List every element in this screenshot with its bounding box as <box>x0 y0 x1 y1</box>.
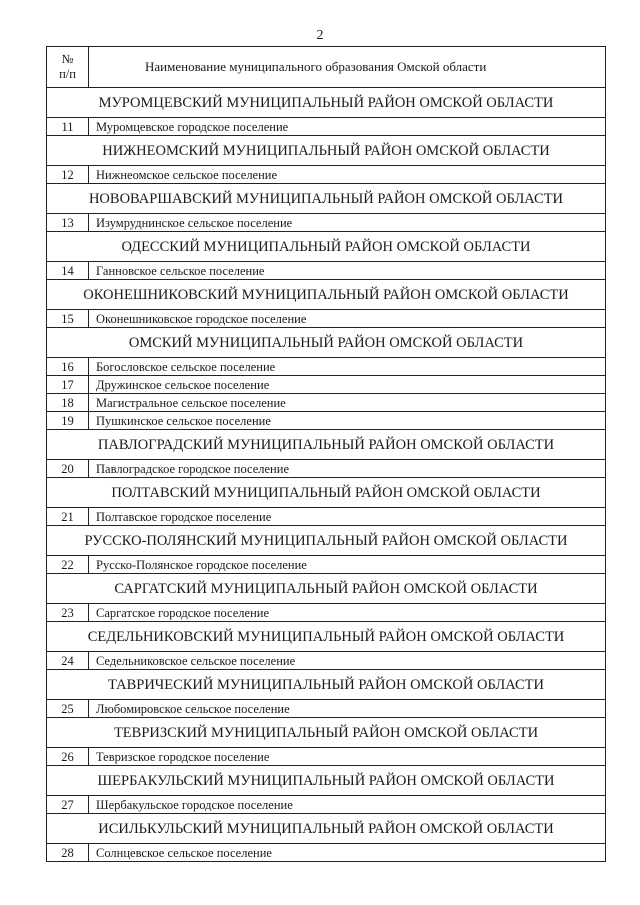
settlement-row <box>47 844 606 862</box>
row-number: 14 <box>47 262 89 280</box>
row-number: 24 <box>47 652 89 670</box>
settlement-name: Ганновское сельское поселение <box>89 262 606 280</box>
district-row <box>47 328 606 358</box>
district-row <box>47 766 606 796</box>
settlement-row <box>47 310 606 328</box>
district-name: ПАВЛОГРАДСКИЙ МУНИЦИПАЛЬНЫЙ РАЙОН ОМСКОЙ ОБЛАСТИ <box>47 430 606 460</box>
district-name: ОДЕССКИЙ МУНИЦИПАЛЬНЫЙ РАЙОН ОМСКОЙ ОБЛАСТИ <box>47 232 606 262</box>
settlement-name: Седельниковское сельское поселение <box>89 652 606 670</box>
district-name: ОКОНЕШНИКОВСКИЙ МУНИЦИПАЛЬНЫЙ РАЙОН ОМСКОЙ ОБЛАСТИ <box>47 280 606 310</box>
row-number: 22 <box>47 556 89 574</box>
row-number: 28 <box>47 844 89 862</box>
district-row <box>47 430 606 460</box>
settlement-row <box>47 700 606 718</box>
settlement-name: Полтавское городское поселение <box>89 508 606 526</box>
header-number-abbrev: п/п <box>59 67 76 81</box>
settlement-row <box>47 214 606 232</box>
district-name: ШЕРБАКУЛЬСКИЙ МУНИЦИПАЛЬНЫЙ РАЙОН ОМСКОЙ ОБЛАСТИ <box>47 766 606 796</box>
district-name: ИСИЛЬКУЛЬСКИЙ МУНИЦИПАЛЬНЫЙ РАЙОН ОМСКОЙ ОБЛАСТИ <box>47 814 606 844</box>
row-number: 13 <box>47 214 89 232</box>
settlement-name: Пушкинское сельское поселение <box>89 412 606 430</box>
row-number: 19 <box>47 412 89 430</box>
settlement-name: Солнцевское сельское поселение <box>89 844 606 862</box>
settlement-name: Русско-Полянское городское поселение <box>89 556 606 574</box>
district-row <box>47 718 606 748</box>
district-name: СЕДЕЛЬНИКОВСКИЙ МУНИЦИПАЛЬНЫЙ РАЙОН ОМСКОЙ ОБЛАСТИ <box>47 622 606 652</box>
settlement-row <box>47 604 606 622</box>
district-row <box>47 184 606 214</box>
settlement-name: Дружинское сельское поселение <box>89 376 606 394</box>
district-row <box>47 574 606 604</box>
district-row <box>47 88 606 118</box>
settlement-row <box>47 166 606 184</box>
row-number: 26 <box>47 748 89 766</box>
header-number-symbol: № <box>61 52 74 66</box>
settlement-name: Муромцевское городское поселение <box>89 118 606 136</box>
row-number: 11 <box>47 118 89 136</box>
settlement-name: Любомировское сельское поселение <box>89 700 606 718</box>
district-row <box>47 232 606 262</box>
header-number-cell <box>47 47 89 88</box>
district-row <box>47 670 606 700</box>
district-row <box>47 526 606 556</box>
settlement-name: Шербакульское городское поселение <box>89 796 606 814</box>
row-number: 25 <box>47 700 89 718</box>
settlement-row <box>47 118 606 136</box>
settlement-row <box>47 412 606 430</box>
district-row <box>47 622 606 652</box>
settlement-row <box>47 652 606 670</box>
table-body <box>47 47 606 862</box>
page-number: 2 <box>316 28 324 43</box>
district-name: МУРОМЦЕВСКИЙ МУНИЦИПАЛЬНЫЙ РАЙОН ОМСКОЙ ОБЛАСТИ <box>47 88 606 118</box>
row-number: 15 <box>47 310 89 328</box>
row-number: 16 <box>47 358 89 376</box>
row-number: 21 <box>47 508 89 526</box>
district-row <box>47 478 606 508</box>
district-name: САРГАТСКИЙ МУНИЦИПАЛЬНЫЙ РАЙОН ОМСКОЙ ОБЛАСТИ <box>47 574 606 604</box>
district-name: ТЕВРИЗСКИЙ МУНИЦИПАЛЬНЫЙ РАЙОН ОМСКОЙ ОБЛАСТИ <box>47 718 606 748</box>
settlement-name: Изумруднинское сельское поселение <box>89 214 606 232</box>
district-name: ТАВРИЧЕСКИЙ МУНИЦИПАЛЬНЫЙ РАЙОН ОМСКОЙ ОБЛАСТИ <box>47 670 606 700</box>
district-row <box>47 814 606 844</box>
district-row <box>47 280 606 310</box>
row-number: 12 <box>47 166 89 184</box>
settlement-row <box>47 358 606 376</box>
settlement-row <box>47 460 606 478</box>
settlement-name: Оконешниковское городское поселение <box>89 310 606 328</box>
district-name: НОВОВАРШАВСКИЙ МУНИЦИПАЛЬНЫЙ РАЙОН ОМСКОЙ ОБЛАСТИ <box>47 184 606 214</box>
row-number: 27 <box>47 796 89 814</box>
settlement-row <box>47 508 606 526</box>
settlement-name: Саргатское городское поселение <box>89 604 606 622</box>
settlement-name: Тевризское городское поселение <box>89 748 606 766</box>
row-number: 20 <box>47 460 89 478</box>
district-name: РУССКО-ПОЛЯНСКИЙ МУНИЦИПАЛЬНЫЙ РАЙОН ОМСКОЙ ОБЛАСТИ <box>47 526 606 556</box>
row-number: 17 <box>47 376 89 394</box>
table-header-row <box>47 47 606 88</box>
settlement-row <box>47 262 606 280</box>
district-row <box>47 136 606 166</box>
municipality-table <box>46 46 606 862</box>
header-name-cell: Наименование муниципального образования Омской области <box>89 47 606 88</box>
district-name: ОМСКИЙ МУНИЦИПАЛЬНЫЙ РАЙОН ОМСКОЙ ОБЛАСТИ <box>47 328 606 358</box>
settlement-row <box>47 748 606 766</box>
row-number: 18 <box>47 394 89 412</box>
settlement-row <box>47 796 606 814</box>
settlement-name: Павлоградское городское поселение <box>89 460 606 478</box>
settlement-row <box>47 556 606 574</box>
settlement-name: Магистральное сельское поселение <box>89 394 606 412</box>
settlement-name: Нижнеомское сельское поселение <box>89 166 606 184</box>
settlement-name: Богословское сельское поселение <box>89 358 606 376</box>
district-name: ПОЛТАВСКИЙ МУНИЦИПАЛЬНЫЙ РАЙОН ОМСКОЙ ОБЛАСТИ <box>47 478 606 508</box>
settlement-row <box>47 376 606 394</box>
district-name: НИЖНЕОМСКИЙ МУНИЦИПАЛЬНЫЙ РАЙОН ОМСКОЙ ОБЛАСТИ <box>47 136 606 166</box>
row-number: 23 <box>47 604 89 622</box>
settlement-row <box>47 394 606 412</box>
